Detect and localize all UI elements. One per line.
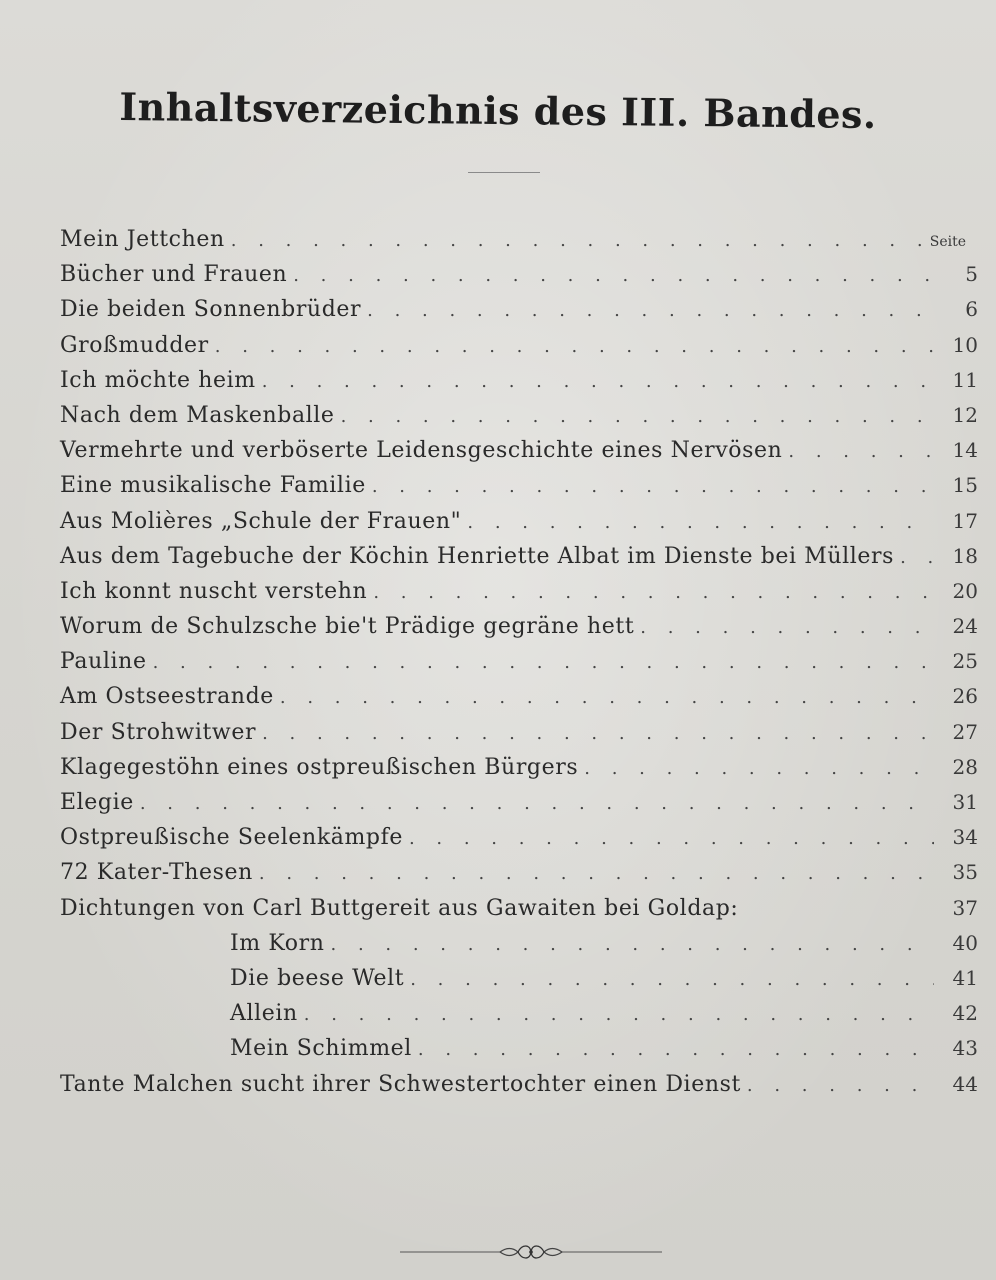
dot-leader [293, 258, 934, 293]
toc-entry-title: Die beiden Sonnenbrüder [60, 297, 362, 323]
toc-entry-title: Mein Schimmel [230, 1036, 412, 1062]
toc-entry-title: Am Ostseestrande [60, 684, 274, 710]
toc-entry-title: Nach dem Maskenballe [60, 402, 335, 428]
toc-entry [60, 539, 978, 574]
dot-leader [231, 223, 934, 258]
dot-leader [367, 293, 934, 328]
toc-subentry [60, 1031, 978, 1066]
dot-leader [153, 645, 934, 680]
toc-entry-page: 10 [952, 332, 978, 357]
toc-entry-title: Eine musikalische Familie [60, 473, 366, 499]
toc-entry-page: 26 [952, 684, 978, 709]
toc-entry-title: Elegie [60, 790, 134, 815]
toc-entry [60, 644, 978, 679]
dot-leader [409, 821, 934, 856]
toc-entry-page: 15 [952, 473, 978, 498]
toc-entry-title: Aus dem Tagebuche der Köchin Henriette Albat im Dienste bei Müllers [60, 543, 895, 569]
toc-entry-page: 20 [952, 578, 978, 603]
toc-entry-page: 35 [952, 860, 978, 885]
toc-entry [60, 292, 978, 327]
toc-entry [60, 679, 978, 714]
toc-entry-title: Großmudder [60, 332, 209, 358]
toc-entry-page: 37 [952, 895, 978, 920]
dot-leader [640, 610, 934, 645]
dot-leader [788, 434, 934, 469]
toc-entry-title: Mein Jettchen [60, 227, 225, 252]
toc-entry [60, 609, 978, 644]
toc-entry-page: 42 [952, 1001, 978, 1026]
toc-entry [60, 750, 978, 785]
toc-entry-title: 72 Kater-Thesen [60, 860, 253, 886]
toc-entry-title: Ostpreußische Seelenkämpfe [60, 825, 403, 851]
toc-entry-page: 41 [952, 965, 978, 990]
toc-entry-title: Bücher und Frauen [60, 262, 288, 288]
toc-entry [60, 468, 978, 503]
dot-leader [410, 962, 934, 997]
toc-entry-page: 14 [952, 438, 978, 463]
toc-entry [60, 715, 978, 750]
page-column-label: Seite [929, 234, 966, 250]
toc-entry-page: 11 [952, 367, 978, 392]
toc-entry [60, 433, 978, 468]
toc-entry [60, 257, 978, 292]
toc-entry-title: Aus Molières „Schule der Frauen" [60, 508, 462, 534]
dot-leader [373, 575, 934, 610]
toc-entry-title: Ich konnt nuscht verstehn [60, 578, 368, 604]
toc-entry-title: Allein [230, 1001, 298, 1027]
toc-entry-page: 34 [952, 825, 978, 850]
toc-subentry [60, 996, 978, 1031]
dot-leader [259, 856, 934, 891]
toc-entry-page: 12 [952, 402, 978, 427]
toc-entry [60, 785, 978, 820]
toc-entry [60, 574, 978, 609]
toc-entry-title: Vermehrte und verböserte Leidensgeschichte eines Nervösen [60, 438, 783, 464]
toc-subentry [60, 926, 978, 961]
toc-entry-page: 18 [952, 543, 978, 568]
toc-entry-page: 31 [952, 790, 978, 814]
toc-entry [60, 222, 978, 257]
page-title: Inhaltsverzeichnis des III. Bandes. [119, 84, 877, 137]
title-divider [468, 172, 540, 173]
dot-leader [215, 329, 934, 364]
toc-entry [60, 363, 978, 398]
toc-entry-page: 17 [952, 508, 978, 533]
toc-section-heading [60, 891, 978, 926]
toc-entry [60, 855, 978, 890]
dot-leader [341, 399, 934, 434]
dot-leader [747, 1068, 934, 1103]
toc-entry-title: Klagegestöhn eines ostpreußischen Bürgers [60, 754, 579, 780]
dot-leader [304, 997, 934, 1032]
toc-entry-title: Worum de Schulzsche bie't Prädige gegräne hett [60, 614, 635, 640]
toc-entry-title: Dichtungen von Carl Buttgereit aus Gawaiten bei Goldap: [60, 895, 739, 921]
toc-entry-title: Ich möchte heim [60, 367, 256, 393]
toc-entry-title: Tante Malchen sucht ihrer Schwestertochter einen Dienst [60, 1071, 741, 1097]
toc-entry [60, 1067, 978, 1102]
toc-subentry [60, 961, 978, 996]
dot-leader [900, 540, 934, 575]
toc-entry-page: 44 [952, 1071, 978, 1096]
tailpiece-ornament-icon [400, 1240, 662, 1264]
toc-entry-page: 25 [952, 649, 978, 674]
toc-entry-page: 28 [952, 754, 978, 779]
toc-entry-page: 40 [952, 930, 978, 955]
dot-leader [331, 927, 934, 962]
toc-entry-title: Im Korn [230, 930, 325, 956]
toc-entry-page: 43 [952, 1036, 978, 1061]
toc-entry-page: 5 [965, 262, 978, 287]
toc-entry-title: Der Strohwitwer [60, 719, 257, 745]
dot-leader [140, 786, 934, 821]
dot-leader [280, 680, 934, 715]
table-of-contents [60, 222, 978, 1102]
dot-leader [262, 716, 934, 751]
toc-entry-title: Pauline [60, 649, 147, 675]
dot-leader [467, 505, 934, 540]
toc-entry [60, 398, 978, 433]
toc-entry-title: Die beese Welt [230, 965, 405, 991]
dot-leader [584, 751, 934, 786]
toc-entry-page: 27 [952, 719, 978, 744]
toc-entry [60, 820, 978, 855]
toc-entry-page: 24 [952, 614, 978, 639]
toc-entry [60, 328, 978, 363]
toc-entry [60, 504, 978, 539]
dot-leader [262, 364, 934, 399]
dot-leader [418, 1032, 934, 1067]
dot-leader [372, 469, 934, 504]
toc-entry-page: 6 [965, 297, 978, 322]
